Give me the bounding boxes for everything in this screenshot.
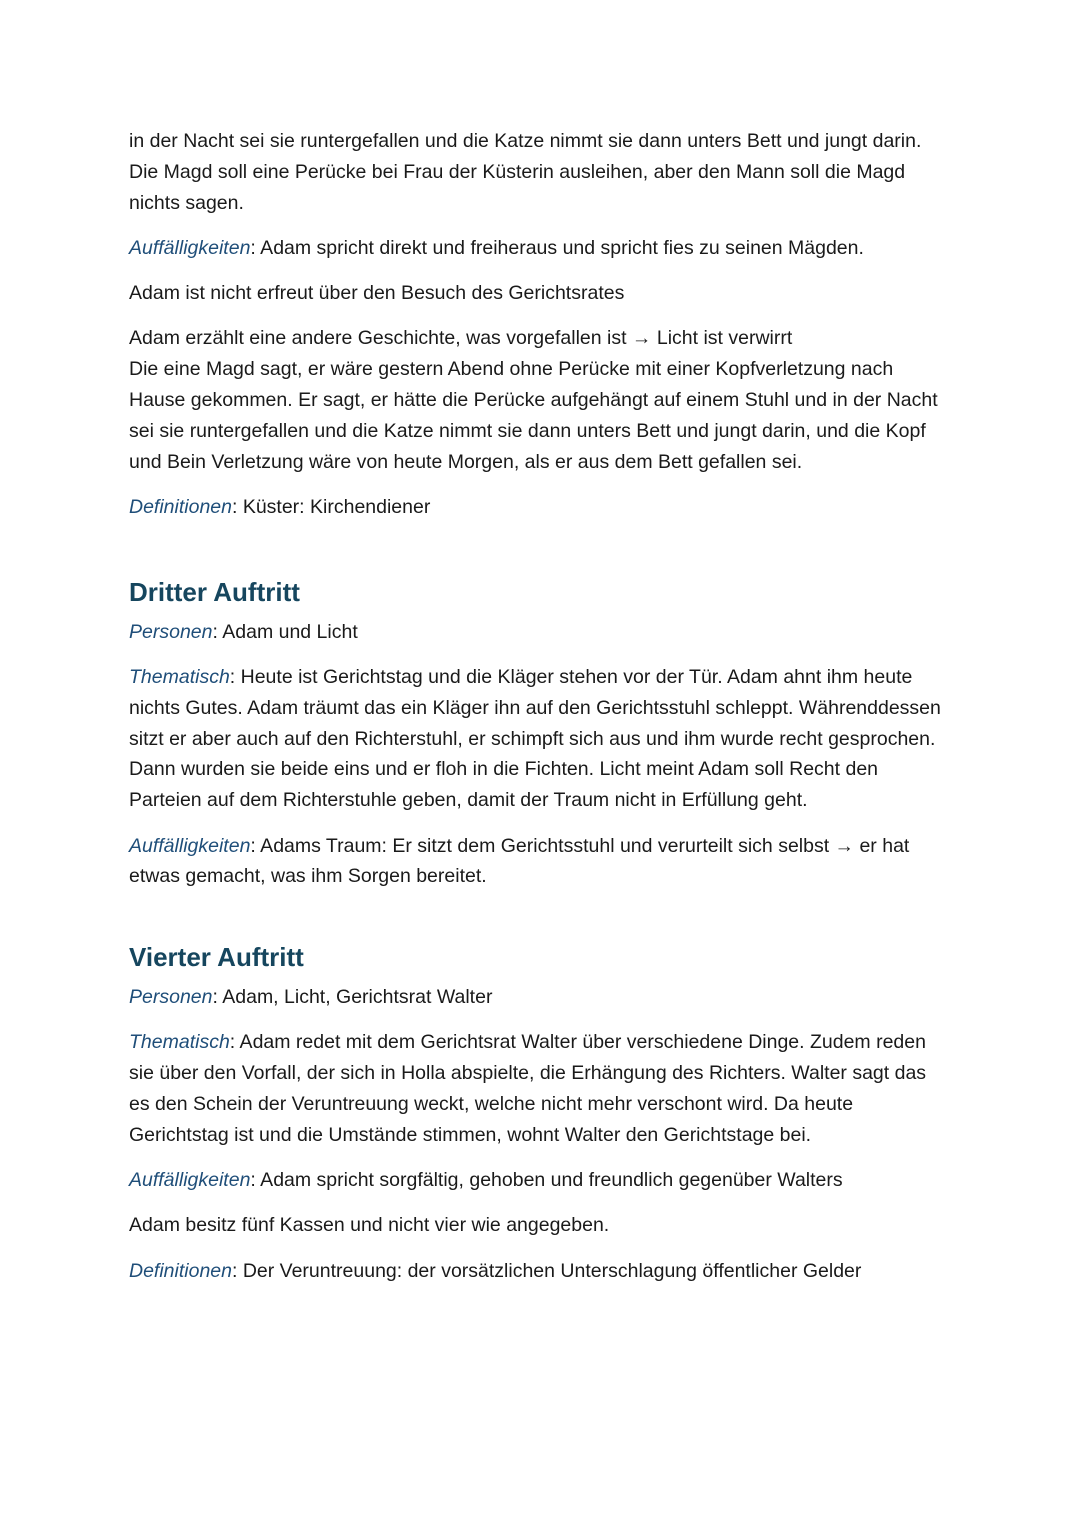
intro-paragraph: in der Nacht sei sie runtergefallen und die Katze nimmt sie dann unters Bett und jungt darin. Die Magd soll eine Perücke bei Frau der Küsterin ausleihen, aber den Mann soll die Magd nichts sagen. — [129, 130, 922, 214]
intro-story-line1: Adam erzählt eine andere Geschichte, was vorgefallen ist → Licht ist verwirrt — [129, 327, 793, 350]
definitionen-label: Definitionen — [129, 495, 232, 518]
definitionen-label: Definitionen — [129, 1259, 232, 1282]
scene4-auffaelligkeiten — [129, 1165, 949, 1196]
heading-vierter-auftritt: Vierter Auftritt — [129, 942, 304, 973]
intro-definitionen — [129, 492, 949, 523]
personen-label: Personen — [129, 620, 213, 643]
scene4-personen — [129, 982, 949, 1013]
intro-auffaelligkeiten — [129, 233, 949, 264]
personen-text: : Adam und Licht — [212, 620, 358, 643]
intro-note: Adam ist nicht erfreut über den Besuch des Gerichtsrates — [129, 282, 625, 305]
scene3-personen — [129, 617, 949, 648]
thematisch-label: Thematisch — [129, 1031, 230, 1054]
scene3-thematisch — [129, 662, 949, 816]
auffaelligkeiten-text: : Adam spricht direkt und freiheraus und spricht fies zu seinen Mägden. — [250, 236, 864, 259]
thematisch-text: : Adam redet mit dem Gerichtsrat Walter über verschiedene Dinge. Zudem reden sie über den Vorfall, der sich in Holla abspielte, die Erhängung des Richters. Walter sagt das es den Schein der Veruntreuung weckt, welche nicht mehr verschont wird. Da heute Gerichtstag ist und die Umstände stimmen, wohnt Walter den Gerichtstage bei. — [129, 1031, 927, 1146]
document-page — [129, 126, 949, 1287]
definitionen-text: : Küster: Kirchendiener — [231, 495, 431, 518]
intro-story — [129, 323, 949, 477]
thematisch-text: : Heute ist Gerichtstag und die Kläger stehen vor der Tür. Adam ahnt ihm heute nichts Gutes. Adam träumt das ein Kläger ihn auf den Gerichtsstuhl schleppt. Währenddessen sitzt er aber auch auf den Richterstuhl, er schimpft sich aus und ihm wurde recht gesprochen. Dann wurden sie beide eins und er floh in die Fichten. Licht meint Adam soll Recht den Parteien auf dem Richterstuhle geben, damit der Traum nicht in Erfüllung geht. — [129, 666, 941, 812]
intro-story-rest: Die eine Magd sagt, er wäre gestern Abend ohne Perücke mit einer Kopfverletzung nach Hause gekommen. Er sagt, er hätte die Perücke aufgehängt auf einem Stuhl und in der Nacht sei sie runtergefallen und die Katze nimmt sie dann unters Bett und jungt darin, und die Kopf und Bein Verletzung wäre von heute Morgen, als er aus dem Bett gefallen sei. — [129, 358, 938, 473]
heading-dritter-auftritt: Dritter Auftritt — [129, 576, 300, 607]
definitionen-text: : Der Veruntreuung: der vorsätzlichen Unterschlagung öffentlicher Gelder — [231, 1259, 862, 1282]
personen-text: : Adam, Licht, Gerichtsrat Walter — [212, 986, 493, 1009]
scene4-definitionen — [129, 1256, 949, 1287]
auffaelligkeiten-text: : Adam spricht sorgfältig, gehoben und freundlich gegenüber Walters — [250, 1169, 843, 1192]
auffaelligkeiten-label: Auffälligkeiten — [129, 834, 251, 857]
scene4-kassen: Adam besitz fünf Kassen und nicht vier wie angegeben. — [129, 1214, 610, 1237]
auffaelligkeiten-text: : Adams Traum: Er sitzt dem Gerichtsstuhl und verurteilt sich selbst → er hat etwas gemacht, was ihm Sorgen bereitet. — [129, 834, 910, 888]
personen-label: Personen — [129, 986, 213, 1009]
auffaelligkeiten-label: Auffälligkeiten — [129, 236, 251, 259]
scene4-thematisch — [129, 1027, 949, 1150]
auffaelligkeiten-label: Auffälligkeiten — [129, 1169, 251, 1192]
thematisch-label: Thematisch — [129, 666, 230, 689]
scene3-auffaelligkeiten — [129, 831, 949, 893]
